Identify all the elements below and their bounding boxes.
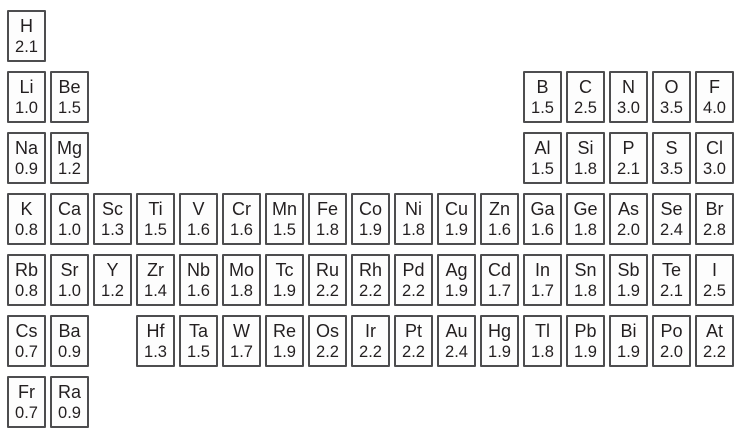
element-symbol: V [192, 198, 205, 219]
electronegativity-value: 2.0 [617, 221, 640, 239]
electronegativity-value: 1.5 [144, 221, 167, 239]
element-symbol: Cs [15, 320, 38, 341]
electronegativity-value: 1.9 [574, 343, 597, 361]
element-symbol: Po [660, 320, 683, 341]
element-symbol: Sc [101, 198, 123, 219]
element-symbol: Mn [271, 198, 297, 219]
electronegativity-value: 1.8 [316, 221, 339, 239]
element-symbol: Ga [530, 198, 555, 219]
electronegativity-value: 2.2 [703, 343, 726, 361]
element-symbol: Rb [14, 259, 38, 280]
electronegativity-value: 1.8 [574, 221, 597, 239]
electronegativity-value: 2.5 [703, 282, 726, 300]
element-symbol: Tl [535, 320, 550, 341]
electronegativity-value: 1.9 [445, 282, 468, 300]
element-symbol: Fr [18, 381, 35, 402]
electronegativity-value: 3.0 [617, 99, 640, 117]
element-symbol: Cl [706, 137, 723, 158]
element-symbol: At [705, 320, 723, 341]
element-cell-hf [136, 315, 175, 367]
electronegativity-value: 4.0 [703, 99, 726, 117]
element-symbol: Te [661, 259, 681, 280]
electronegativity-value: 1.6 [187, 282, 210, 300]
element-cell-y [93, 254, 132, 306]
element-cell-pd [394, 254, 433, 306]
element-cell-v [179, 193, 218, 245]
electronegativity-value: 1.0 [58, 282, 81, 300]
element-symbol: B [536, 76, 549, 97]
element-cell-ru [308, 254, 347, 306]
element-cell-sn [566, 254, 605, 306]
element-cell-li [7, 71, 46, 123]
element-symbol: Ca [57, 198, 81, 219]
element-symbol: O [664, 76, 679, 97]
element-symbol: Mg [56, 137, 82, 158]
electronegativity-value: 1.9 [273, 282, 296, 300]
element-symbol: K [20, 198, 33, 219]
element-cell-na [7, 132, 46, 184]
element-symbol: Ag [445, 259, 468, 280]
element-symbol: Si [577, 137, 594, 158]
element-cell-ca [50, 193, 89, 245]
electronegativity-value: 1.8 [402, 221, 425, 239]
element-symbol: I [711, 259, 717, 280]
element-cell-c [566, 71, 605, 123]
electronegativity-value: 2.8 [703, 221, 726, 239]
element-cell-po [652, 315, 691, 367]
element-cell-fe [308, 193, 347, 245]
element-symbol: S [665, 137, 678, 158]
element-cell-s [652, 132, 691, 184]
electronegativity-value: 1.5 [531, 99, 554, 117]
element-symbol: Au [445, 320, 468, 341]
electronegativity-value: 0.7 [15, 404, 38, 422]
electronegativity-value: 0.7 [15, 343, 38, 361]
electronegativity-value: 2.2 [402, 282, 425, 300]
element-cell-sc [93, 193, 132, 245]
element-cell-ga [523, 193, 562, 245]
element-symbol: Sn [574, 259, 597, 280]
electronegativity-value: 1.3 [144, 343, 167, 361]
element-cell-nb [179, 254, 218, 306]
electronegativity-value: 1.8 [531, 343, 554, 361]
electronegativity-value: 2.4 [660, 221, 683, 239]
element-symbol: Hf [146, 320, 165, 341]
electronegativity-value: 1.6 [531, 221, 554, 239]
element-cell-in [523, 254, 562, 306]
element-symbol: C [579, 76, 592, 97]
element-cell-cl [695, 132, 734, 184]
element-cell-n [609, 71, 648, 123]
element-cell-tl [523, 315, 562, 367]
element-cell-ba [50, 315, 89, 367]
element-symbol: Se [660, 198, 683, 219]
element-symbol: Al [534, 137, 551, 158]
element-symbol: Mo [228, 259, 254, 280]
element-symbol: As [617, 198, 639, 219]
electronegativity-value: 1.8 [574, 282, 597, 300]
electronegativity-value: 0.8 [15, 282, 38, 300]
electronegativity-value: 2.2 [316, 282, 339, 300]
element-cell-cs [7, 315, 46, 367]
element-symbol: Pt [404, 320, 422, 341]
element-cell-mo [222, 254, 261, 306]
element-cell-cd [480, 254, 519, 306]
element-cell-p [609, 132, 648, 184]
element-cell-rb [7, 254, 46, 306]
element-cell-te [652, 254, 691, 306]
element-cell-pt [394, 315, 433, 367]
electronegativity-value: 3.5 [660, 99, 683, 117]
electronegativity-value: 0.9 [15, 160, 38, 178]
element-symbol: Ra [57, 381, 81, 402]
electronegativity-value: 1.0 [58, 221, 81, 239]
element-symbol: Cu [444, 198, 468, 219]
element-symbol: W [233, 320, 250, 341]
element-symbol: Sr [60, 259, 79, 280]
element-cell-sb [609, 254, 648, 306]
element-cell-o [652, 71, 691, 123]
element-cell-br [695, 193, 734, 245]
element-symbol: Cd [487, 259, 511, 280]
element-cell-al [523, 132, 562, 184]
electronegativity-value: 1.9 [617, 343, 640, 361]
element-cell-ti [136, 193, 175, 245]
element-symbol: Ta [188, 320, 208, 341]
element-cell-re [265, 315, 304, 367]
electronegativity-value: 1.8 [230, 282, 253, 300]
electronegativity-value: 2.4 [445, 343, 468, 361]
element-symbol: Ba [58, 320, 81, 341]
element-symbol: F [709, 76, 720, 97]
element-symbol: Nb [186, 259, 210, 280]
element-symbol: Ir [365, 320, 376, 341]
electronegativity-value: 3.5 [660, 160, 683, 178]
element-symbol: Tc [275, 259, 294, 280]
element-symbol: In [534, 259, 550, 280]
electronegativity-value: 0.8 [15, 221, 38, 239]
element-cell-f [695, 71, 734, 123]
element-cell-be [50, 71, 89, 123]
electronegativity-value: 1.5 [273, 221, 296, 239]
element-cell-w [222, 315, 261, 367]
electronegativity-value: 0.9 [58, 343, 81, 361]
electronegativity-value: 3.0 [703, 160, 726, 178]
element-cell-ra [50, 376, 89, 428]
electronegativity-value: 1.5 [58, 99, 81, 117]
element-symbol: Zr [147, 259, 164, 280]
electronegativity-value: 1.2 [101, 282, 124, 300]
electronegativity-value: 1.0 [15, 99, 38, 117]
electronegativity-value: 1.2 [58, 160, 81, 178]
element-cell-ge [566, 193, 605, 245]
periodic-table-grid [7, 10, 734, 428]
element-cell-ni [394, 193, 433, 245]
element-symbol: Ge [573, 198, 598, 219]
electronegativity-value: 1.7 [230, 343, 253, 361]
element-cell-cr [222, 193, 261, 245]
element-symbol: Cr [232, 198, 251, 219]
electronegativity-value: 1.6 [488, 221, 511, 239]
element-cell-ag [437, 254, 476, 306]
electronegativity-value: 2.2 [402, 343, 425, 361]
element-cell-se [652, 193, 691, 245]
element-cell-os [308, 315, 347, 367]
element-symbol: Pd [402, 259, 425, 280]
element-cell-b [523, 71, 562, 123]
element-cell-at [695, 315, 734, 367]
electronegativity-value: 1.6 [230, 221, 253, 239]
element-symbol: H [20, 15, 33, 36]
element-cell-fr [7, 376, 46, 428]
element-symbol: Y [106, 259, 119, 280]
element-symbol: Co [358, 198, 382, 219]
element-cell-bi [609, 315, 648, 367]
electronegativity-value: 2.1 [617, 160, 640, 178]
element-cell-mg [50, 132, 89, 184]
element-cell-hg [480, 315, 519, 367]
electronegativity-value: 1.7 [531, 282, 554, 300]
electronegativity-value: 2.1 [660, 282, 683, 300]
element-symbol: Ru [315, 259, 339, 280]
electronegativity-value: 1.3 [101, 221, 124, 239]
electronegativity-value: 2.2 [316, 343, 339, 361]
electronegativity-value: 1.6 [187, 221, 210, 239]
element-cell-zr [136, 254, 175, 306]
element-cell-mn [265, 193, 304, 245]
element-cell-sr [50, 254, 89, 306]
element-cell-tc [265, 254, 304, 306]
element-cell-au [437, 315, 476, 367]
electronegativity-value: 1.9 [359, 221, 382, 239]
electronegativity-value: 1.9 [488, 343, 511, 361]
element-symbol: Re [272, 320, 296, 341]
element-cell-si [566, 132, 605, 184]
element-symbol: Hg [487, 320, 511, 341]
electronegativity-value: 0.9 [58, 404, 81, 422]
element-symbol: Br [705, 198, 724, 219]
electronegativity-value: 2.0 [660, 343, 683, 361]
element-cell-rh [351, 254, 390, 306]
electronegativity-value: 1.9 [617, 282, 640, 300]
electronegativity-value: 1.7 [488, 282, 511, 300]
element-symbol: Ni [405, 198, 422, 219]
element-symbol: Bi [620, 320, 637, 341]
electronegativity-value: 2.1 [15, 38, 38, 56]
element-symbol: Sb [617, 259, 640, 280]
element-cell-as [609, 193, 648, 245]
electronegativity-value: 1.4 [144, 282, 167, 300]
element-cell-i [695, 254, 734, 306]
element-symbol: Zn [488, 198, 510, 219]
element-cell-k [7, 193, 46, 245]
element-symbol: Pb [574, 320, 597, 341]
electronegativity-value: 2.5 [574, 99, 597, 117]
element-symbol: Li [19, 76, 34, 97]
element-symbol: N [622, 76, 635, 97]
electronegativity-value: 1.9 [445, 221, 468, 239]
electronegativity-value: 1.5 [187, 343, 210, 361]
element-symbol: Na [14, 137, 38, 158]
element-symbol: Ti [148, 198, 163, 219]
electronegativity-value: 2.2 [359, 282, 382, 300]
element-cell-co [351, 193, 390, 245]
element-cell-cu [437, 193, 476, 245]
element-cell-h [7, 10, 46, 62]
element-symbol: Rh [358, 259, 382, 280]
electronegativity-value: 1.8 [574, 160, 597, 178]
element-symbol: Fe [316, 198, 338, 219]
electronegativity-value: 1.9 [273, 343, 296, 361]
element-symbol: Be [58, 76, 81, 97]
element-cell-pb [566, 315, 605, 367]
element-symbol: P [622, 137, 635, 158]
element-cell-ta [179, 315, 218, 367]
element-symbol: Os [315, 320, 339, 341]
electronegativity-value: 1.5 [531, 160, 554, 178]
element-cell-ir [351, 315, 390, 367]
element-cell-zn [480, 193, 519, 245]
electronegativity-value: 2.2 [359, 343, 382, 361]
